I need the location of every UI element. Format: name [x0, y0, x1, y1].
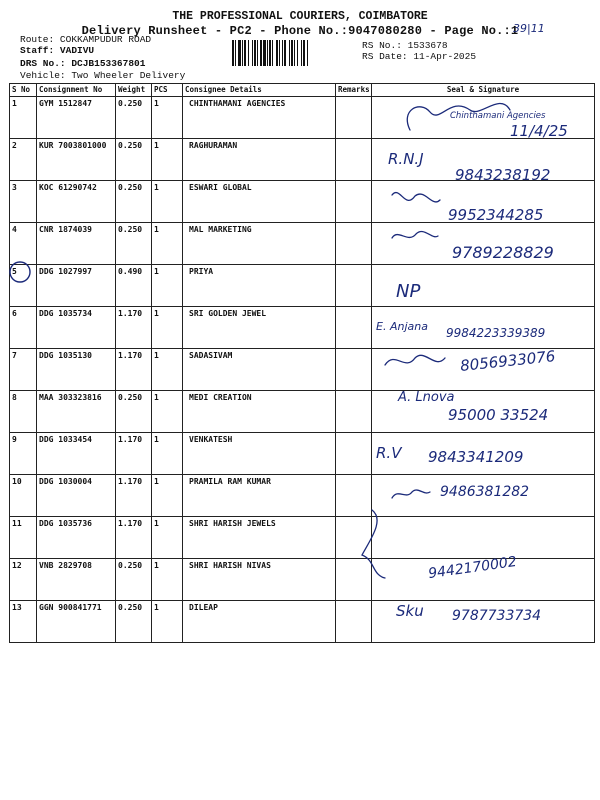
r6-sig: E. Anjana	[376, 320, 428, 333]
col-consignee: Consignee Details	[183, 84, 336, 97]
cell-pcs: 1	[152, 349, 183, 391]
cell-consignee: MEDI CREATION	[183, 391, 336, 433]
cell-sno: 10	[10, 475, 37, 517]
r2-phone: 9843238192	[455, 166, 551, 184]
r9-phone: 9843341209	[428, 448, 524, 466]
cell-consignment: KOC 61290742	[37, 181, 116, 223]
cell-consignment: CNR 1874039	[37, 223, 116, 265]
cell-pcs: 1	[152, 139, 183, 181]
cell-consignee: VENKATESH	[183, 433, 336, 475]
runsheet-title: Delivery Runsheet - PC2 - Phone No.:9047080280 - Page No.:1	[81, 24, 519, 38]
cell-sno: 3	[10, 181, 37, 223]
cell-weight: 1.170	[116, 475, 152, 517]
col-sno: S No	[10, 84, 37, 97]
signature-stroke-7	[385, 355, 445, 365]
cell-sno: 2	[10, 139, 37, 181]
cell-pcs: 1	[152, 517, 183, 559]
rs-date-value: 11-Apr-2025	[413, 51, 477, 62]
cell-sno: 7	[10, 349, 37, 391]
route-label: Route:	[20, 34, 55, 45]
cell-sno: 11	[10, 517, 37, 559]
cell-consignee: DILEAP	[183, 601, 336, 643]
signature-stroke-4	[392, 231, 438, 238]
cell-sno: 13	[10, 601, 37, 643]
vehicle-value: Two Wheeler Delivery	[71, 70, 186, 81]
cell-pcs: 1	[152, 433, 183, 475]
cell-consignee: PRIYA	[183, 265, 336, 307]
cell-weight: 0.250	[116, 559, 152, 601]
r1-date: 11/4/25	[510, 122, 568, 140]
r6-phone: 9984223339389	[446, 326, 546, 340]
drs-value: DCJB153367801	[71, 58, 146, 69]
cell-weight: 0.250	[116, 139, 152, 181]
cell-sno: 12	[10, 559, 37, 601]
cell-pcs: 1	[152, 181, 183, 223]
cell-consignee: SADASIVAM	[183, 349, 336, 391]
cell-weight: 0.250	[116, 601, 152, 643]
drs-label: DRS No.:	[20, 58, 66, 69]
r9-sig: R.V	[376, 444, 402, 462]
cell-weight: 1.170	[116, 517, 152, 559]
cell-pcs: 1	[152, 97, 183, 139]
rs-no-value: 1533678	[407, 40, 448, 51]
cell-consignee: SHRI HARISH NIVAS	[183, 559, 336, 601]
cell-pcs: 1	[152, 475, 183, 517]
col-remarks: Remarks	[336, 84, 372, 97]
cell-weight: 0.250	[116, 391, 152, 433]
r7-phone: 8056933076	[459, 347, 557, 375]
company-title: THE PROFESSIONAL COURIERS, COIMBATORE	[172, 10, 428, 23]
r4-phone: 9789228829	[452, 243, 554, 262]
cell-consignment: GYM 1512847	[37, 97, 116, 139]
staff-value: VADIVU	[59, 45, 95, 56]
cell-weight: 0.250	[116, 97, 152, 139]
cell-consignment: KUR 7003801000	[37, 139, 116, 181]
cell-pcs: 1	[152, 307, 183, 349]
row5-circle	[10, 262, 30, 282]
cell-pcs: 1	[152, 559, 183, 601]
r8-phone: 95000 33524	[448, 406, 549, 424]
rs-date-label: RS Date:	[362, 51, 408, 62]
cell-consignment: DDG 1030004	[37, 475, 116, 517]
cell-pcs: 1	[152, 601, 183, 643]
cell-sno: 8	[10, 391, 37, 433]
cell-weight: 0.250	[116, 223, 152, 265]
cell-consignment: DDG 1035736	[37, 517, 116, 559]
cell-weight: 1.170	[116, 349, 152, 391]
cell-weight: 0.490	[116, 265, 152, 307]
rs-no-label: RS No.:	[362, 40, 402, 51]
cell-weight: 1.170	[116, 307, 152, 349]
col-weight: Weight	[116, 84, 152, 97]
cell-sno: 1	[10, 97, 37, 139]
cell-consignment: GGN 900841771	[37, 601, 116, 643]
r10-phone: 9486381282	[440, 484, 530, 500]
signature-stroke-12	[362, 510, 385, 578]
cell-weight: 1.170	[116, 433, 152, 475]
cell-pcs: 1	[152, 391, 183, 433]
cell-consignment: DDG 1033454	[37, 433, 116, 475]
r8-sig: A. Lnova	[398, 390, 455, 405]
cell-consignee: ESWARI GLOBAL	[183, 181, 336, 223]
r2-name: R.N.J	[388, 150, 424, 168]
page-note: 39|11	[513, 22, 545, 35]
r1-stamp: Chinthamani Agencies	[450, 111, 546, 121]
cell-consignee: SRI GOLDEN JEWEL	[183, 307, 336, 349]
cell-sno: 4	[10, 223, 37, 265]
cell-consignee: SHRI HARISH JEWELS	[183, 517, 336, 559]
cell-consignee: PRAMILA RAM KUMAR	[183, 475, 336, 517]
signature-stroke-3	[392, 193, 440, 202]
cell-pcs: 1	[152, 223, 183, 265]
signature-stroke-10	[392, 490, 430, 498]
vehicle-label: Vehicle:	[20, 70, 66, 81]
cell-sno: 6	[10, 307, 37, 349]
cell-consignment: VNB 2829708	[37, 559, 116, 601]
cell-consignment: DDG 1027997	[37, 265, 116, 307]
cell-consignee: CHINTHAMANI AGENCIES	[183, 97, 336, 139]
cell-consignment: DDG 1035734	[37, 307, 116, 349]
route-value: COKKAMPUDUR ROAD	[59, 34, 152, 45]
cell-sno: 5	[10, 265, 37, 307]
r3-phone: 9952344285	[448, 206, 544, 224]
cell-sno: 9	[10, 433, 37, 475]
r13-sig: Sku	[396, 602, 424, 620]
staff-label: Staff:	[20, 45, 55, 56]
col-consignment: Consignment No	[37, 84, 116, 97]
cell-consignee: MAL MARKETING	[183, 223, 336, 265]
cell-pcs: 1	[152, 265, 183, 307]
cell-consignee: RAGHURAMAN	[183, 139, 336, 181]
cell-consignment: DDG 1035130	[37, 349, 116, 391]
r13-phone: 9787733734	[452, 608, 542, 624]
col-pcs: PCS	[152, 84, 183, 97]
col-signature: Seal & Signature	[372, 84, 595, 97]
r12-phone: 9442170002	[427, 553, 518, 583]
r5-sig: NP	[396, 281, 421, 302]
cell-weight: 0.250	[116, 181, 152, 223]
cell-consignment: MAA 303323816	[37, 391, 116, 433]
